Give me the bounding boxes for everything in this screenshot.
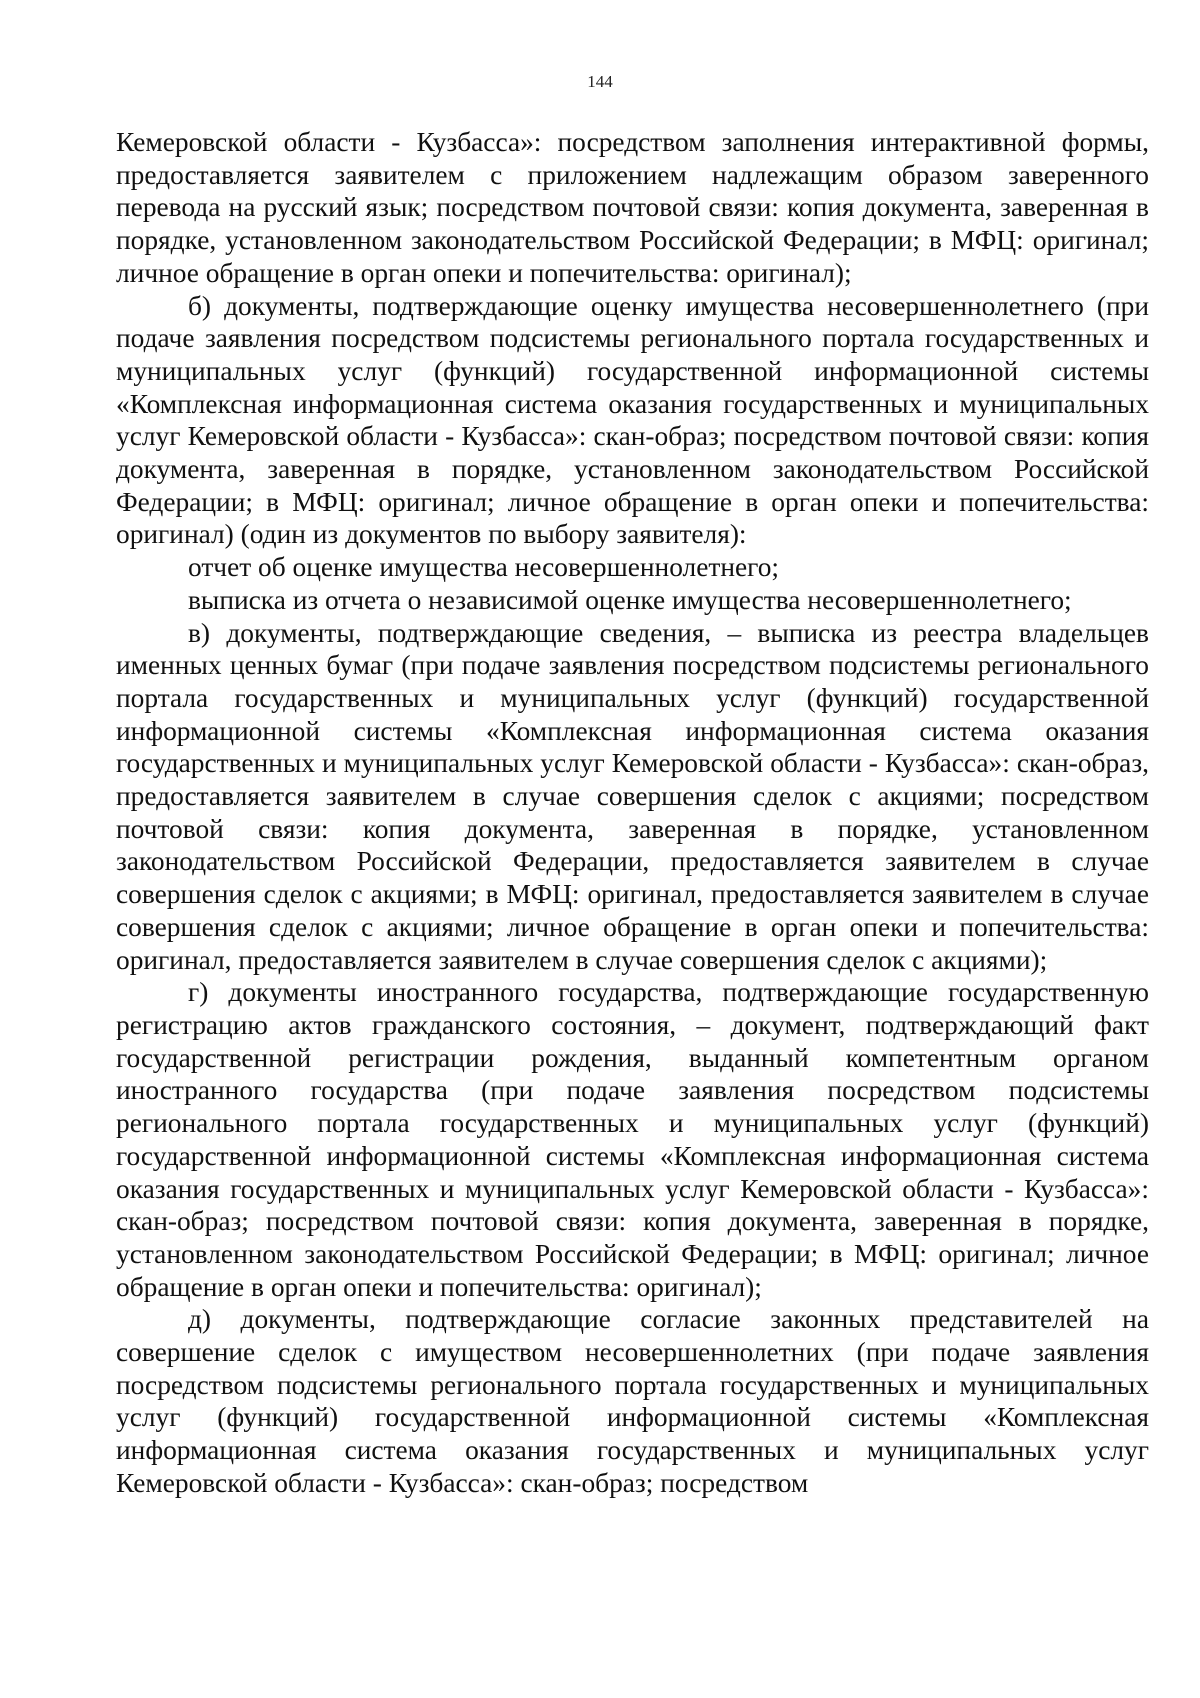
paragraph-item-d: д) документы, подтверждающие согласие законных представителей на совершение сделок с имуществом несовершеннолетних (при подаче заявления посредством подсистемы регионального портала государственных и муниципальных услуг (функций) государственной информационной системы «Комплексная информационная система оказания государственных и муниципальных услуг Кемеровской области - Кузбасса»: скан-образ; посредством bbox=[116, 1304, 1149, 1498]
paragraph-subitem-valuation-extract: выписка из отчета о независимой оценке имущества несовершеннолетнего; bbox=[188, 584, 1072, 615]
paragraph-subitem-valuation-report: отчет об оценке имущества несовершеннолетнего; bbox=[188, 552, 779, 583]
paragraph-continuation: Кемеровской области - Кузбасса»: посредством заполнения интерактивной формы, предоставляется заявителем с приложением надлежащим образом заверенного перевода на русский язык; посредством почтовой связи: копия документа, заверенная в порядке, установленном законодательством Российской Федерации; в МФЦ: оригинал; личное обращение в орган опеки и попечительства: оригинал); bbox=[116, 127, 1149, 288]
page-number: 144 bbox=[587, 72, 613, 91]
paragraph-item-b: б) документы, подтверждающие оценку имущества несовершеннолетнего (при подаче заявления посредством подсистемы регионального портала государственных и муниципальных услуг (функций) государственной информационной системы «Комплексная информационная система оказания государственных и муниципальных услуг Кемеровской области - Кузбасса»: скан-образ; посредством почтовой связи: копия документа, заверенная в порядке, установленном законодательством Российской Федерации; в МФЦ: оригинал; личное обращение в орган опеки и попечительства: оригинал) (один из документов по выбору заявителя): bbox=[116, 290, 1149, 550]
document-body bbox=[116, 126, 1149, 1500]
paragraph-item-g: г) документы иностранного государства, подтверждающие государственную регистрацию актов гражданского состояния, – документ, подтверждающий факт государственной регистрации рождения, выданный компетентным органом иностранного государства (при подаче заявления посредством подсистемы регионального портала государственных и муниципальных услуг (функций) государственной информационной системы «Комплексная информационная система оказания государственных и муниципальных услуг Кемеровской области - Кузбасса»: скан-образ; посредством почтовой связи: копия документа, заверенная в порядке, установленном законодательством Российской Федерации; в МФЦ: оригинал; личное обращение в орган опеки и попечительства: оригинал); bbox=[116, 977, 1149, 1302]
paragraph-item-v: в) документы, подтверждающие сведения, – выписка из реестра владельцев именных ценных бумаг (при подаче заявления посредством подсистемы регионального портала государственных и муниципальных услуг (функций) государственной информационной системы «Комплексная информационная система оказания государственных и муниципальных услуг Кемеровской области - Кузбасса»: скан-образ, предоставляется заявителем в случае совершения сделок с акциями; посредством почтовой связи: копия документа, заверенная в порядке, установленном законодательством Российской Федерации, предоставляется заявителем в случае совершения сделок с акциями; в МФЦ: оригинал, предоставляется заявителем в случае совершения сделок с акциями; личное обращение в орган опеки и попечительства: оригинал, предоставляется заявителем в случае совершения сделок с акциями); bbox=[116, 617, 1149, 975]
